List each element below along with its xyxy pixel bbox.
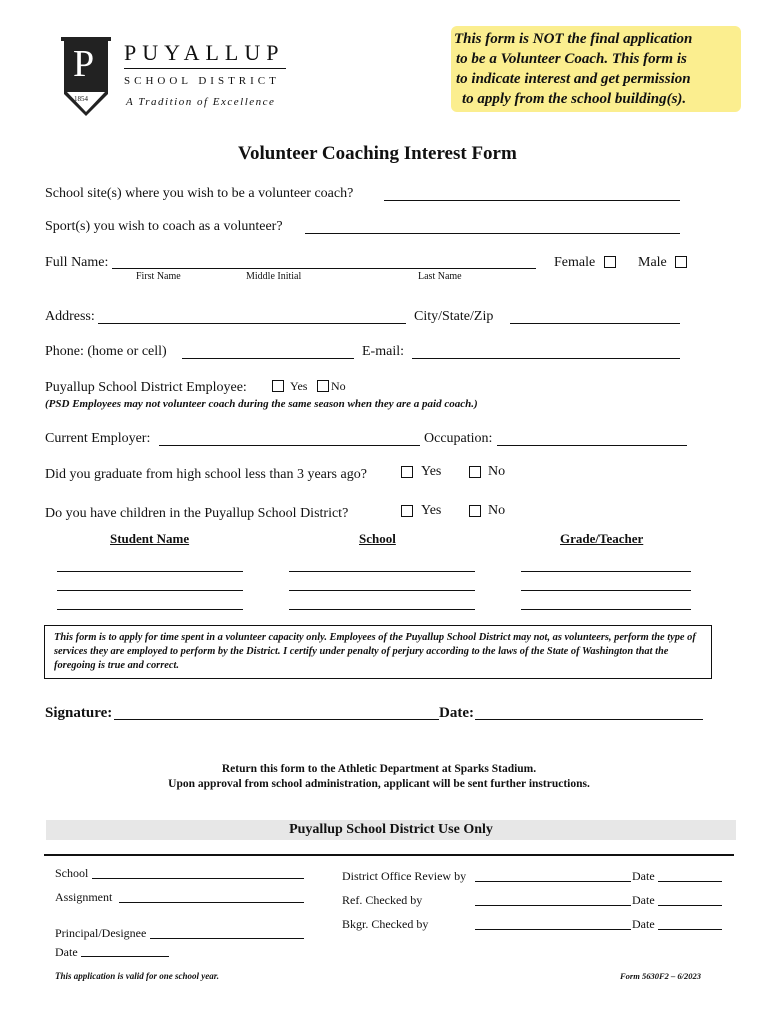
grade-teacher-header: Grade/Teacher <box>560 531 644 546</box>
address-label: Address: <box>45 309 95 324</box>
ref-checked-input[interactable] <box>475 905 631 906</box>
student-name-input-1[interactable] <box>57 571 243 572</box>
full-name-label: Full Name: <box>45 255 109 270</box>
school-sites-label: School site(s) where you wish to be a volunteer coach? <box>45 186 354 201</box>
grade-teacher-input-1[interactable] <box>521 571 691 572</box>
employee-note: (PSD Employees may not volunteer coach during the same season when they are a paid coach.) <box>45 398 478 410</box>
student-name-header: Student Name <box>110 531 190 546</box>
children-yes-checkbox[interactable] <box>401 505 413 517</box>
children-no-checkbox[interactable] <box>469 505 481 517</box>
female-checkbox[interactable] <box>604 256 616 268</box>
occupation-label: Occupation: <box>424 431 493 446</box>
children-label: Do you have children in the Puyallup School District? <box>45 506 349 521</box>
signature-input[interactable] <box>114 719 439 720</box>
student-name-input-3[interactable] <box>57 609 243 610</box>
logo-year: 1854 <box>74 95 88 103</box>
employee-label: Puyallup School District Employee: <box>45 380 247 395</box>
employee-no-checkbox[interactable] <box>317 380 329 392</box>
school-input-1[interactable] <box>289 571 475 572</box>
logo-name: PUYALLUP <box>124 40 285 65</box>
graduated-yes-checkbox[interactable] <box>401 466 413 478</box>
employee-no-label: No <box>331 379 346 393</box>
city-state-zip-input[interactable] <box>510 323 680 324</box>
grade-teacher-input-3[interactable] <box>521 609 691 610</box>
ref-checked-date-label: Date <box>632 893 655 907</box>
office-principal-date-input[interactable] <box>81 956 169 957</box>
full-name-input[interactable] <box>112 268 536 269</box>
district-review-input[interactable] <box>475 881 631 882</box>
district-review-date-input[interactable] <box>658 881 722 882</box>
office-assignment-label: Assignment <box>55 890 113 904</box>
graduated-no-checkbox[interactable] <box>469 466 481 478</box>
female-label: Female <box>554 255 596 270</box>
occupation-input[interactable] <box>497 445 687 446</box>
male-checkbox[interactable] <box>675 256 687 268</box>
office-principal-label: Principal/Designee <box>55 926 147 940</box>
logo-district: SCHOOL DISTRICT <box>124 75 280 87</box>
last-name-caption: Last Name <box>418 271 462 282</box>
logo-letter: P <box>73 43 95 85</box>
return-line-2: Upon approval from school administration, applicant will be sent further instructions. <box>168 778 590 790</box>
district-review-date-label: Date <box>632 869 655 883</box>
employee-yes-checkbox[interactable] <box>272 380 284 392</box>
office-school-label: School <box>55 866 89 880</box>
office-principal-date-label: Date <box>55 945 78 959</box>
signature-date-input[interactable] <box>475 719 703 720</box>
office-use-divider <box>44 854 734 856</box>
ref-checked-label: Ref. Checked by <box>342 893 423 907</box>
school-input-2[interactable] <box>289 590 475 591</box>
school-input-3[interactable] <box>289 609 475 610</box>
validity-note: This application is valid for one school year. <box>55 971 220 981</box>
current-employer-input[interactable] <box>159 445 420 446</box>
signature-date-label: Date: <box>439 705 474 721</box>
grade-teacher-input-2[interactable] <box>521 590 691 591</box>
notice-line-2: to be a Volunteer Coach. This form is <box>456 51 687 67</box>
current-employer-label: Current Employer: <box>45 431 151 446</box>
city-state-zip-label: City/State/Zip <box>414 309 494 324</box>
children-no-label: No <box>488 503 506 518</box>
certification-text: This form is to apply for time spent in a volunteer capacity only. Employees of the Puyallup School District may not, as volunteers, perform the type of services they are employed to perform by the District. I certify under penalty of perjury according to the laws of the State of Washington that the foregoing is true and correct. <box>54 632 696 671</box>
notice-line-1: This form is NOT the final application <box>454 31 693 47</box>
form-number: Form 5630F2 – 6/2023 <box>620 971 701 981</box>
school-header: School <box>359 531 396 546</box>
district-logo <box>58 36 290 118</box>
office-assignment-input[interactable] <box>119 902 304 903</box>
sports-label: Sport(s) you wish to coach as a volunteer? <box>45 219 283 234</box>
children-yes-label: Yes <box>421 503 442 518</box>
graduated-label: Did you graduate from high school less than 3 years ago? <box>45 467 367 482</box>
male-label: Male <box>638 255 667 270</box>
first-name-caption: First Name <box>136 271 181 282</box>
office-school-input[interactable] <box>92 878 304 879</box>
return-line-1: Return this form to the Athletic Department at Sparks Stadium. <box>221 763 537 775</box>
employee-yes-label: Yes <box>290 379 308 393</box>
student-name-input-2[interactable] <box>57 590 243 591</box>
signature-label: Signature: <box>45 705 113 721</box>
graduated-no-label: No <box>488 464 506 479</box>
page-title: Volunteer Coaching Interest Form <box>238 143 517 164</box>
sports-input[interactable] <box>305 233 680 234</box>
ref-checked-date-input[interactable] <box>658 905 722 906</box>
middle-initial-caption: Middle Initial <box>246 271 302 282</box>
notice-line-4: to apply from the school building(s). <box>462 91 687 107</box>
office-use-header: Puyallup School District Use Only <box>289 822 493 837</box>
graduated-yes-label: Yes <box>421 464 442 479</box>
bkgr-checked-label: Bkgr. Checked by <box>342 917 429 931</box>
address-input[interactable] <box>98 323 406 324</box>
school-sites-input[interactable] <box>384 200 680 201</box>
logo-tagline: A Tradition of Excellence <box>126 96 276 108</box>
phone-input[interactable] <box>182 358 354 359</box>
email-input[interactable] <box>412 358 680 359</box>
district-review-label: District Office Review by <box>342 869 467 883</box>
phone-label: Phone: (home or cell) <box>45 344 167 359</box>
bkgr-checked-date-input[interactable] <box>658 929 722 930</box>
bkgr-checked-date-label: Date <box>632 917 655 931</box>
office-principal-input[interactable] <box>150 938 304 939</box>
bkgr-checked-input[interactable] <box>475 929 631 930</box>
notice-line-3: to indicate interest and get permission <box>456 71 691 87</box>
email-label: E-mail: <box>362 344 404 359</box>
